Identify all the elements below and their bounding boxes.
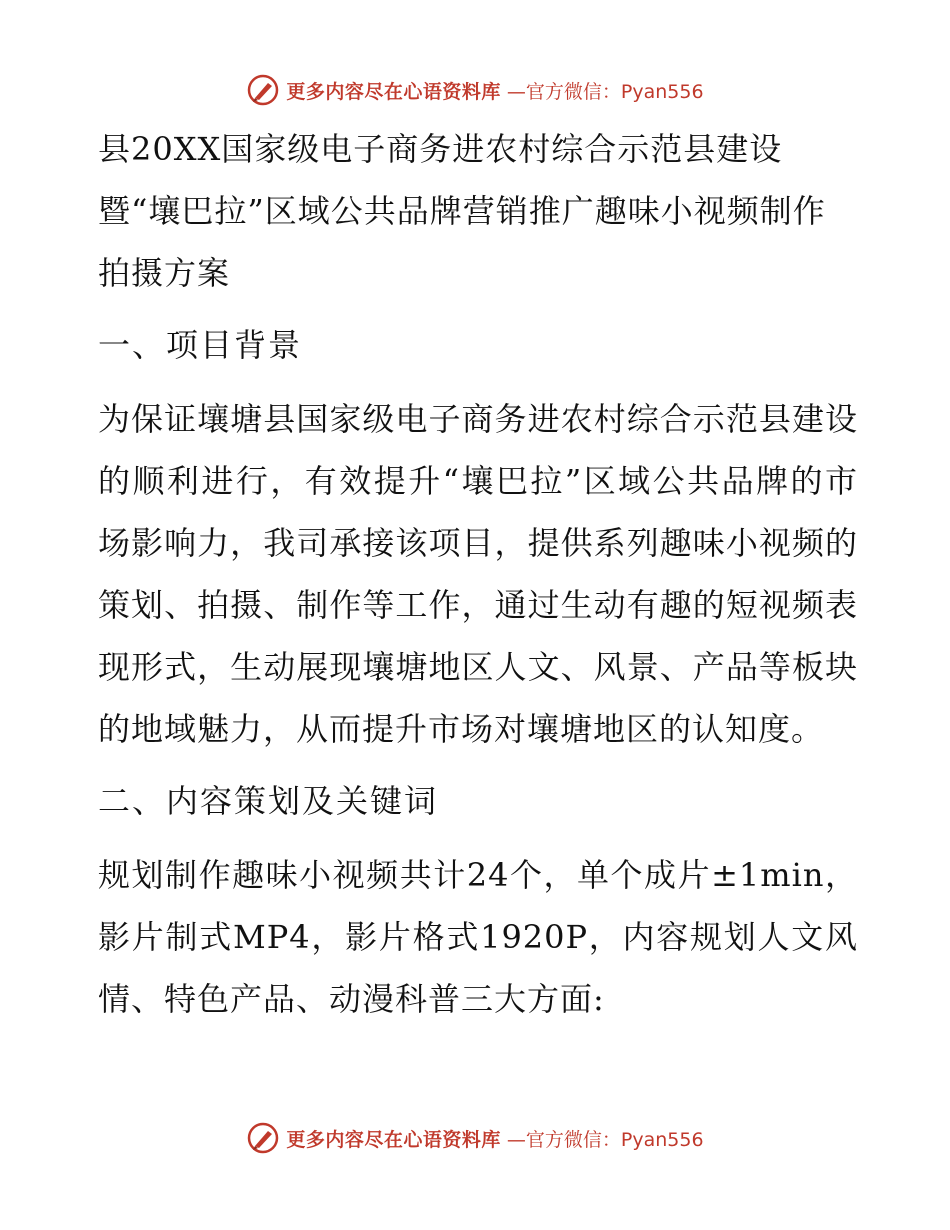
watermark-main-text: 更多内容尽在心语资料库: [286, 1128, 501, 1151]
section-body-content-planning: 规划制作趣味小视频共计24个，单个成片±1min，影片制式MP4，影片格式1920P，内容规划人文风情、特色产品、动漫科普三大方面:: [98, 856, 858, 1018]
section-heading-content-planning: 二、内容策划及关键词: [98, 782, 439, 820]
footer-watermark: [0, 1118, 950, 1158]
pen-logo-icon: [246, 1121, 280, 1155]
section-body-background: 为保证壤塘县国家级电子商务进农村综合示范县建设的顺利进行，有效提升“壤巴拉”区域公共品牌的市场影响力，我司承接该项目，提供系列趣味小视频的策划、拍摄、制作等工作，通过生动有趣的短视频表现形式，生动展现壤塘地区人文、风景、产品等板块的地域魅力，从而提升市场对壤塘地区的认知度。: [98, 400, 858, 748]
section-heading-background: 一、项目背景: [98, 326, 303, 364]
watermark-main-text: 更多内容尽在心语资料库: [286, 80, 501, 103]
pen-logo-icon: [246, 73, 280, 107]
watermark-sub-text: —官方微信：Pyan556: [506, 1128, 704, 1151]
header-watermark: [0, 70, 950, 110]
document-title: 县20XX国家级电子商务进农村综合示范县建设暨“壤巴拉”区域公共品牌营销推广趣味小视频制作拍摄方案: [98, 130, 826, 292]
watermark-sub-text: —官方微信：Pyan556: [506, 80, 704, 103]
document-body: [98, 118, 858, 1030]
